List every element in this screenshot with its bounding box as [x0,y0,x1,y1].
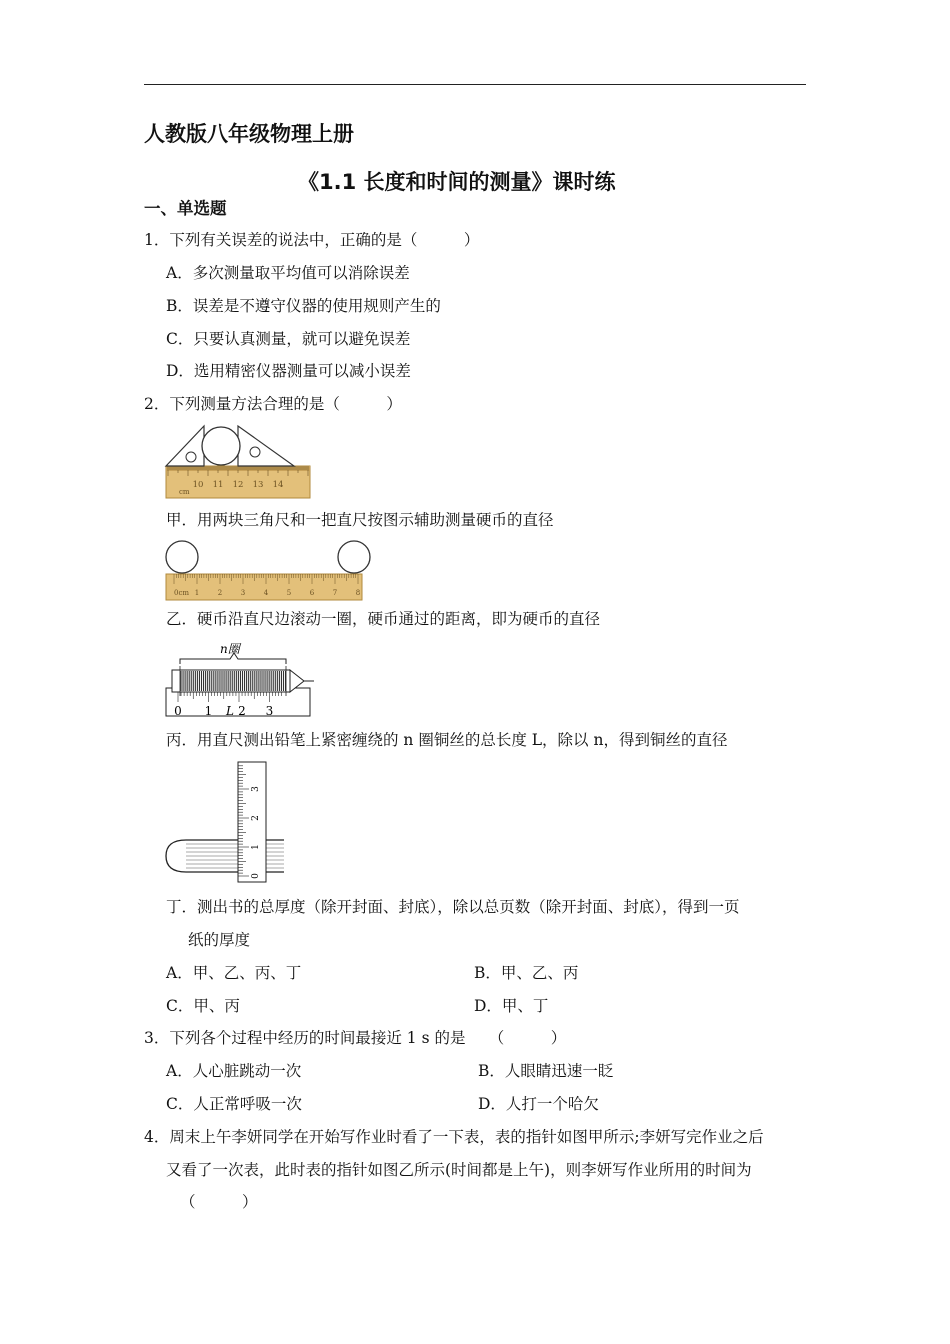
q4-line1: 4．周末上午李妍同学在开始写作业时看了一下表，表的指针如图甲所示;李妍写完作业之后 [144,1128,764,1146]
q3-option-a: A．人心脏跳动一次 [166,1062,302,1080]
q3-option-c: C．人正常呼吸一次 [166,1095,302,1113]
ruler-tick-label: 11 [212,480,224,490]
ruler-tick-label: 10 [192,480,204,490]
q3-option-b: B．人眼睛迅速一眨 [478,1062,614,1080]
ruler-tick-label: 0 [251,873,261,879]
brace [180,653,286,664]
coin-end [338,541,370,573]
right-set-square [238,426,294,466]
header-rule [144,84,806,85]
q2-option-d: D．甲、丁 [474,997,549,1015]
ruler-tick-label: 3 [265,704,274,718]
q2-caption-ding-line1: 丁．测出书的总厚度（除开封面、封底），除以总页数（除开封面、封底），得到一页 [166,898,740,916]
q2-caption-yi: 乙．硬币沿直尺边滚动一圈，硬币通过的距离，即为硬币的直径 [166,610,601,628]
q1-option-c: C．只要认真测量，就可以避免误差 [166,330,411,348]
doc-subtitle: 《1.1 长度和时间的测量》课时练 [298,170,616,194]
q1-option-b: B．误差是不遵守仪器的使用规则产生的 [166,297,441,315]
ruler-tick-label: 13 [252,480,264,490]
ruler-tick-label: 8 [355,589,361,597]
ruler-tick-label: 14 [272,480,284,490]
ruler-tick-label: 5 [286,589,292,597]
q2-stem: 2．下列测量方法合理的是（ ） [144,395,402,413]
q2-option-a: A．甲、乙、丙、丁 [166,964,302,982]
coin-start [166,541,198,573]
q4-line3: （ ） [180,1193,258,1211]
ruler-tick-label: 3 [240,589,246,597]
q3-option-d: D．人打一个哈欠 [478,1095,599,1113]
q1-stem: 1．下列有关误差的说法中，正确的是（ ） [144,231,480,249]
figure-bing [164,638,318,720]
ruler-tick-label: 0 [174,704,182,718]
q1-option-d: D．选用精密仪器测量可以减小误差 [166,362,411,380]
figure-ding [164,760,290,886]
q3-stem: 3．下列各个过程中经历的时间最接近 1 s 的是 （ ） [144,1029,567,1047]
q2-option-c: C．甲、丙 [166,997,240,1015]
ruler-tick-label: 6 [309,589,315,597]
q2-caption-jia: 甲．用两块三角尺和一把直尺按图示辅助测量硬币的直径 [166,511,554,529]
q4-line2: 又看了一次表，此时表的指针如图乙所示(时间都是上午)，则李妍写作业所用的时间为 [166,1161,752,1179]
q2-caption-bing: 丙．用直尺测出铅笔上紧密缠绕的 n 圈铜丝的总长度 L，除以 n，得到铜丝的直径 [166,731,728,749]
ruler-unit-label: cm [179,488,190,496]
ruler-tick-label: 2 [238,704,246,718]
ruler-tick-label: 3 [251,786,261,792]
figure-yi [164,540,366,602]
q2-option-b: B．甲、乙、丙 [474,964,579,982]
section-title: 一、单选题 [144,199,227,218]
figure-jia [164,424,314,502]
ruler-tick-label: 12 [232,480,244,490]
ruler-tick-label: 4 [263,589,269,597]
ruler-tick-label: L [226,704,234,718]
ruler-tick-label: 1 [194,589,200,597]
q1-option-a: A．多次测量取平均值可以消除误差 [166,264,410,282]
coin [202,427,240,465]
ruler-tick-label: 2 [217,589,223,597]
ruler-tick-label: 1 [204,704,213,718]
ruler-tick-label: 7 [332,589,338,597]
ruler-tick-label: 2 [251,815,261,821]
q2-caption-ding-line2: 纸的厚度 [188,931,251,949]
doc-title: 人教版八年级物理上册 [144,122,354,146]
left-set-square [166,426,204,466]
ruler-tick-label: 1 [251,844,261,850]
ruler-tick-label: 0cm [174,589,190,597]
n-turns-label: n圈 [220,642,240,656]
